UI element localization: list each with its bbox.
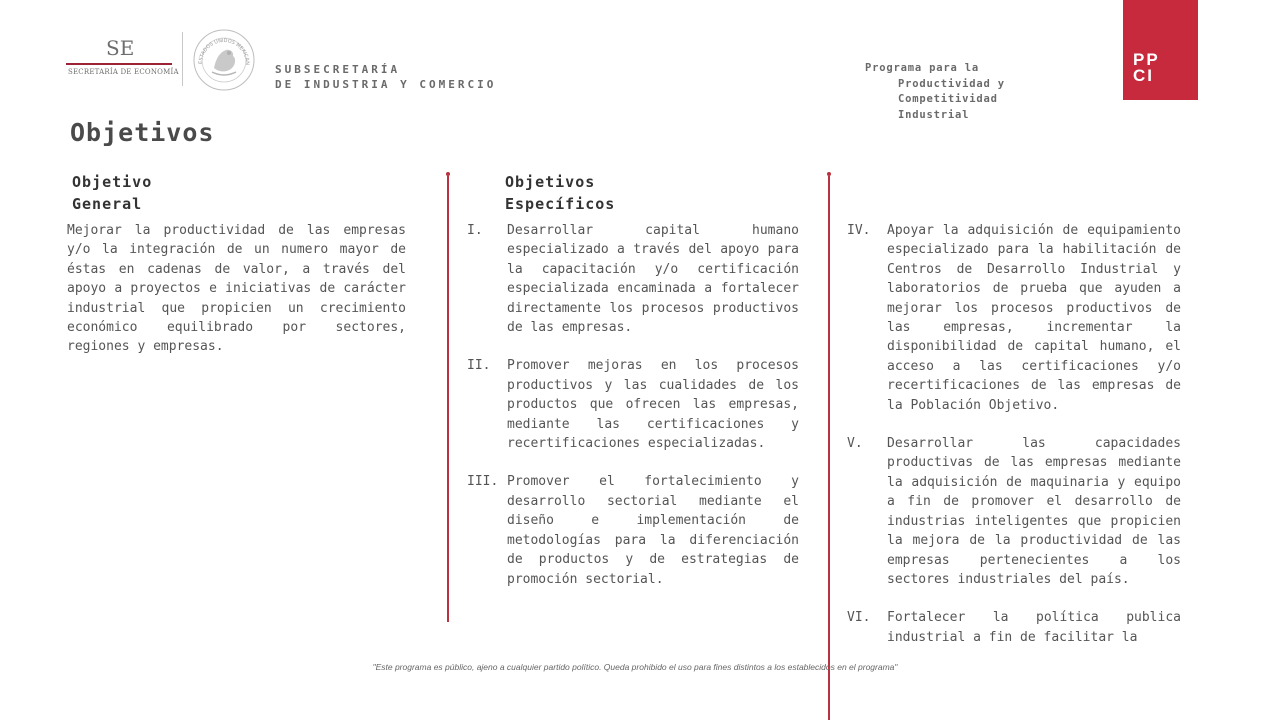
item-text: Promover el fortalecimiento y desarrollo sectorial mediante el diseño e implementación de metodologías para la diferenciación de productos y de estrategias de promoción sectorial. (507, 474, 799, 587)
item-number: III. (467, 474, 499, 490)
item-number: VI. (847, 610, 871, 626)
list-item (467, 221, 799, 337)
item-text: Fortalecer la política publica industrial a fin de facilitar la (887, 610, 1181, 645)
program-name: Programa para la Productividad y Competitividad Industrial (865, 62, 1005, 121)
list-item (847, 608, 1181, 647)
general-objective-heading: Objetivo General (72, 173, 153, 213)
list-item (847, 221, 1181, 415)
item-text: Promover mejoras en los procesos productivos y las cualidades de los productos que ofrecen las empresas, mediante las certificaciones y recertificaciones especializadas. (507, 358, 799, 452)
page-title: Objetivos (70, 118, 215, 147)
item-text: Desarrollar las capacidades productivas de las empresas mediante la adquisición de maquinaria y equipo a fin de promover el desarrollo de industrias inteligentes que propicien la mejora de la productividad de las empresas pertenecientes a los sectores industriales del país. (887, 436, 1181, 587)
item-text: Apoyar la adquisición de equipamiento especializado para la habilitación de Centros de Desarrollo Industrial y laboratorios de prueba que ayuden a mejorar los procesos productivos de las empresas, incrementar la disponibilidad de capital humano, el acceso a las certificaciones y/o recertificaciones de las empresas de la Población Objetivo. (887, 223, 1181, 413)
item-number: V. (847, 436, 863, 452)
logo-divider (182, 32, 183, 86)
national-seal-icon (192, 28, 256, 92)
divider-dot (827, 172, 831, 176)
seal-caption: ESTADOS UNIDOS MEXICAN (197, 37, 251, 66)
specific-objectives-list-1 (467, 221, 799, 608)
specific-objectives-list-2 (847, 221, 1181, 666)
list-item (467, 356, 799, 453)
se-logo (66, 36, 179, 86)
list-item (847, 434, 1181, 589)
subsecretaria-title: SUBSECRETARÍA DE INDUSTRIA Y COMERCIO (275, 63, 497, 91)
ppci-badge (1123, 0, 1198, 100)
se-logo-caption: SECRETARÍA DE ECONOMÍA (68, 68, 179, 76)
item-number: IV. (847, 223, 871, 238)
item-text: Desarrollar capital humano especializado a través del apoyo para la capacitación y/o certificación especializada encaminada a fortalecer directamente los procesos productivos de las empresas. (507, 223, 799, 336)
item-number: II. (467, 358, 491, 374)
ppci-badge-text: PP CI (1133, 50, 1160, 85)
divider-dot (446, 172, 450, 176)
se-logo-initials: SE (106, 36, 135, 60)
list-item (467, 472, 799, 588)
column-divider-left (447, 176, 449, 622)
item-number: I. (467, 223, 483, 238)
specific-objectives-heading: Objetivos Específicos (505, 173, 616, 213)
column-divider-right (828, 176, 830, 720)
se-logo-rule (66, 63, 172, 65)
footer-disclaimer: "Este programa es público, ajeno a cualquier partido político. Queda prohibido el uso para fines distintos a los establecidos en el programa" (372, 662, 898, 672)
general-objective-text: Mejorar la productividad de las empresas y/o la integración de un numero mayor de éstas en cadenas de valor, a través del apoyo a proyectos e iniciativas de carácter industrial que propicien un crecimiento económico equilibrado por sectores, regiones y empresas. (67, 223, 406, 355)
